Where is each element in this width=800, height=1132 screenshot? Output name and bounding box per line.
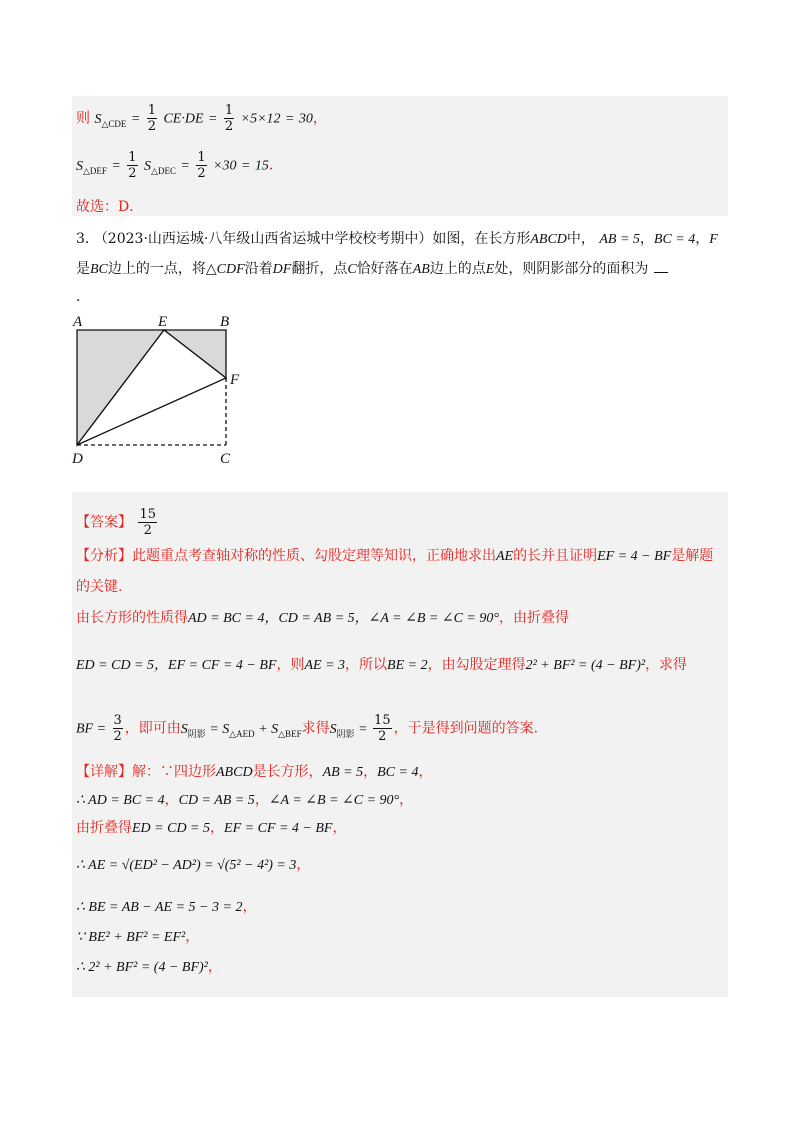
analysis-line-5: BF = $\frac{3}{2}$ ，即可由$S_{阴影} = S_{\triangle AED} + S_{\triangle BEF}$求得$S_{阴影}$ = $\frac{15}{2}$ ，于是得到问题的答案.	[76, 713, 539, 744]
label-e: E	[158, 314, 168, 330]
top-line-2: $S_{\triangle DEF}$ = $\frac{1}{2}$ $S_{\triangle DEC}$ = $\frac{1}{2}$ ×30 = 15．	[76, 150, 283, 181]
detail-line-3: 由折叠得ED = CD = 5，EF = CF = 4 − BF，	[76, 820, 347, 836]
geometry-figure	[70, 308, 270, 468]
label-f: F	[230, 372, 240, 388]
label-c: C	[220, 451, 231, 467]
detail-line-6: ∵ BE² + BF² = EF²，	[76, 929, 200, 945]
detail-line-7: ∴ 2² + BF² = (4 − BF)²，	[76, 959, 222, 975]
fraction: $\frac{1}{2}$	[147, 103, 157, 134]
answer-line: 【答案】 $\frac{15}{2}$	[76, 507, 156, 538]
answer-fraction: $\frac{15}{2}$	[139, 507, 156, 538]
top-line-choice: 故选：D．	[76, 199, 144, 215]
analysis-line-3: 由长方形的性质得AD = BC = 4，CD = AB = 5，∠A = ∠B = ∠C = 90°，由折叠得	[76, 610, 569, 626]
question-line-3: .	[76, 289, 81, 305]
analysis-line-4: ED = CD = 5，EF = CF = 4 − BF，则AE = 3，所以BE = 2，由勾股定理得2² + BF² = (4 − BF)²，求得	[76, 657, 688, 673]
detail-line-4: ∴ AE = √(ED² − AD²) = √(5² − 4²) = 3，	[76, 857, 311, 873]
fraction: $\frac{1}{2}$	[197, 150, 206, 181]
analysis-line-1: 【分析】此题重点考查轴对称的性质、勾股定理等知识，正确地求出AE的长并且证明EF = 4 − BF是解题	[76, 548, 714, 564]
answer-block	[72, 492, 728, 997]
fraction: $\frac{1}{2}$	[224, 103, 234, 134]
analysis-line-2: 的关键.	[76, 579, 123, 595]
answer-blank	[654, 272, 668, 273]
detail-line-2: ∴ AD = BC = 4，CD = AB = 5，∠A = ∠B = ∠C = 90°，	[76, 792, 414, 808]
label-d: D	[72, 451, 83, 467]
fraction: $\frac{15}{2}$	[374, 713, 391, 744]
label-b: B	[220, 314, 230, 330]
fraction: $\frac{1}{2}$	[128, 150, 137, 181]
label-a: A	[73, 314, 83, 330]
question-line-2: 是BC边上的一点，将△CDF沿着DF翻折，点C恰好落在AB边上的点E处，则阴影部分的面积为	[76, 259, 668, 280]
fraction: $\frac{3}{2}$	[113, 713, 122, 744]
top-line-1: 则 $S_{\triangle CDE}$ = $\frac{1}{2}$ CE·DE = $\frac{1}{2}$ ×5×12 = 30，	[76, 103, 327, 134]
detail-line-5: ∴ BE = AB − AE = 5 − 3 = 2，	[76, 899, 257, 915]
detail-line-1: 【详解】解：∵四边形ABCD是长方形，AB = 5，BC = 4，	[76, 764, 433, 780]
question-line-1: 3. （2023·山西运城·八年级山西省运城中学校校考期中）如图，在长方形ABCD中， AB = 5，BC = 4，F	[76, 231, 718, 247]
